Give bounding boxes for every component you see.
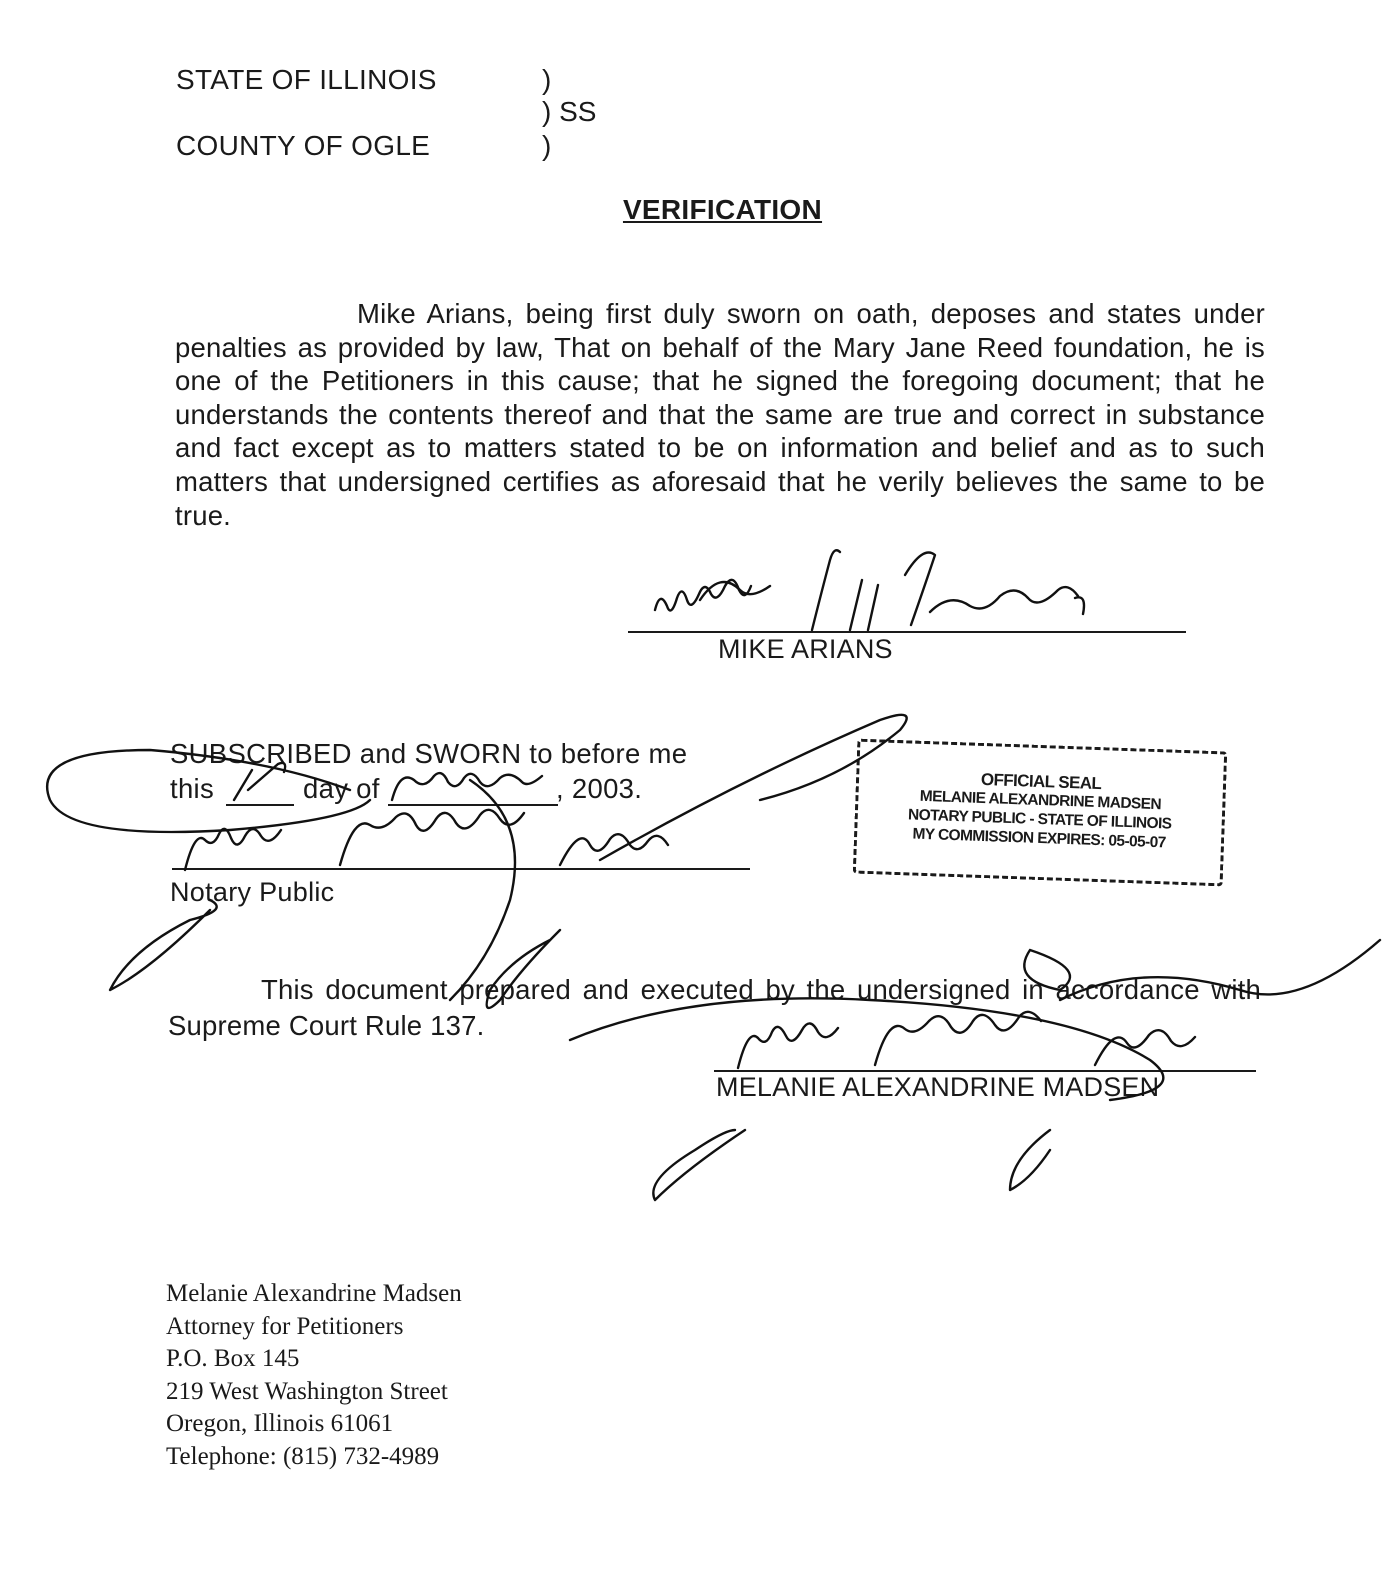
footer-line: 219 West Washington Street bbox=[166, 1377, 448, 1405]
county-caption: COUNTY OF OGLE bbox=[176, 130, 431, 161]
seal-name: MELANIE ALEXANDRINE MADSEN bbox=[919, 787, 1162, 814]
jurat-day-of: day of bbox=[303, 773, 380, 804]
attorney-address-block bbox=[166, 1278, 462, 1473]
notary-public-label: Notary Public bbox=[170, 877, 335, 907]
affiant-name: MIKE ARIANS bbox=[718, 634, 893, 664]
affiant-signature-line bbox=[628, 631, 1186, 633]
affiant-signature bbox=[655, 550, 1084, 630]
caption-paren-bottom: ) bbox=[542, 130, 552, 161]
seal-notary-line: NOTARY PUBLIC - STATE OF ILLINOIS bbox=[907, 806, 1172, 833]
jurat-line1: SUBSCRIBED and SWORN to before me bbox=[170, 738, 688, 769]
jurat-day-line bbox=[226, 804, 294, 806]
jurat-year: , 2003. bbox=[556, 773, 643, 804]
footer-line: P.O. Box 145 bbox=[166, 1345, 300, 1372]
document-title: VERIFICATION bbox=[622, 194, 823, 225]
notary-signature-line bbox=[172, 868, 750, 870]
jurat-month-line bbox=[388, 804, 558, 806]
verification-paragraph: Mike Arians, being first duly sworn on oath, deposes and states under penalties as provided by law, That on behalf of the Mary Jane Reed foundation, he is one of the Petitioners in this cause; that he signed the foregoing document; that he understands the contents thereof and that the same are true and correct in substance and fact except as to matters stated to be on information and belief and as to such matters that undersigned certifies as aforesaid that he verily believes the same to be true. bbox=[175, 298, 1265, 531]
seal-commission-line: MY COMMISSION EXPIRES: 05-05-07 bbox=[912, 825, 1166, 852]
seal-title: OFFICIAL SEAL bbox=[980, 769, 1102, 794]
footer-line: Telephone: (815) 732-4989 bbox=[166, 1442, 440, 1470]
preparation-paragraph: This document prepared and executed by the undersigned in accordance with Supreme Court Rule 137. bbox=[168, 974, 1261, 1041]
footer-line: Oregon, Illinois 61061 bbox=[166, 1410, 394, 1437]
caption-paren-ss: ) SS bbox=[542, 96, 597, 127]
official-seal-stamp bbox=[853, 739, 1227, 887]
footer-line: Melanie Alexandrine Madsen bbox=[166, 1280, 462, 1307]
jurat-month-handwritten bbox=[392, 773, 542, 800]
jurat-this: this bbox=[170, 773, 214, 804]
preparer-name: MELANIE ALEXANDRINE MADSEN bbox=[716, 1072, 1160, 1102]
footer-line: Attorney for Petitioners bbox=[166, 1312, 404, 1340]
state-caption: STATE OF ILLINOIS bbox=[176, 64, 437, 95]
caption-paren-top: ) bbox=[542, 64, 552, 95]
